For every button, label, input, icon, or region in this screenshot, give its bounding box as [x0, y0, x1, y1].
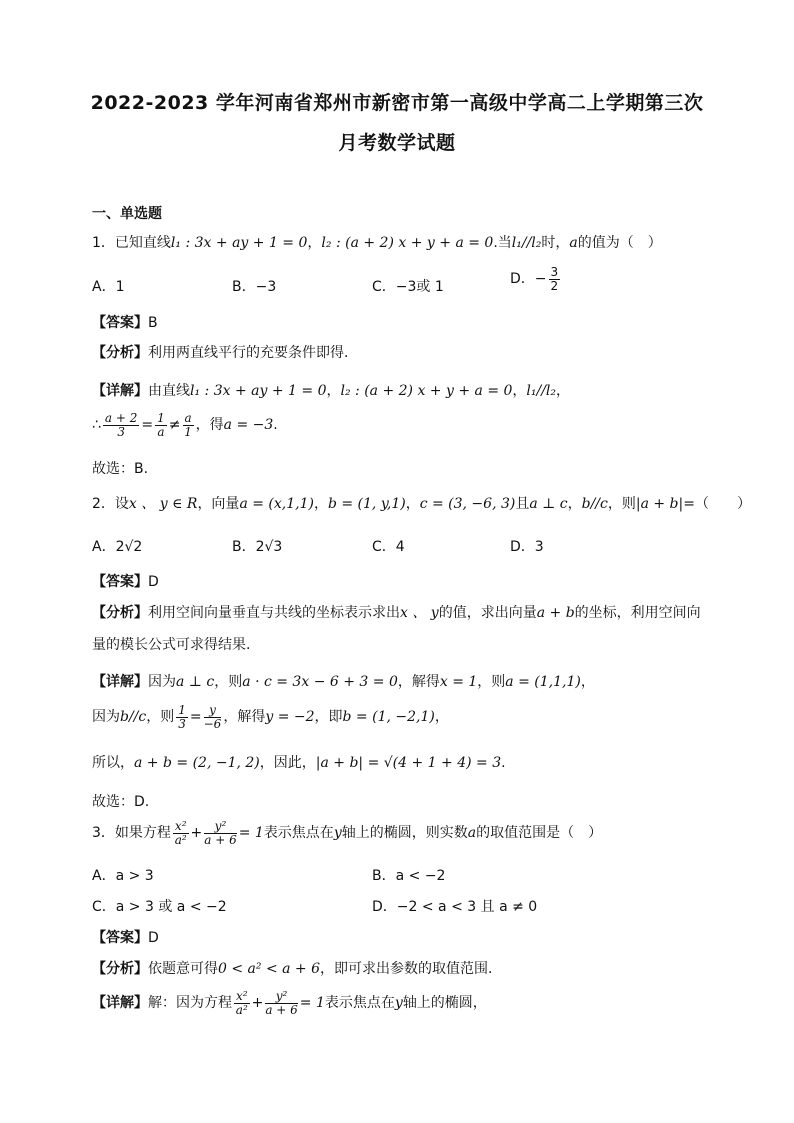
fraction: $\frac{\text{x²}}{\text{a²}}$: [174, 819, 187, 847]
q2-stem: 2．设x 、 y ∈ R，向量a = (x,1,1)，b = (1, y,1)，c = (3, −6, 3)且a ⊥ c，b//c，则|a + b|=（ ）: [92, 496, 751, 512]
q1-analysis: 【分析】利用两直线平行的充要条件即得.: [92, 345, 349, 361]
q3-analysis: 【分析】依题意可得0 < a² < a + 6，即可求出参数的取值范围.: [92, 961, 493, 977]
fraction: $\frac{\text{x²}}{\text{a²}}$: [235, 989, 248, 1017]
q3-option-d: D．−2 < a < 3 且 a ≠ 0: [372, 899, 538, 915]
q2-final: 故选：D.: [92, 794, 150, 810]
fraction: $\frac{3}{2}$: [550, 265, 559, 293]
q1-option-b: B．−3: [232, 279, 277, 295]
page-title: 2022-2023 学年河南省郑州市新密市第一高级中学高二上学期第三次: [90, 92, 704, 114]
fraction: $\frac{y}{-6}$: [203, 703, 222, 731]
q2-analysis-cont: 量的模长公式可求得结果.: [92, 637, 251, 653]
q2-option-d: D．3: [510, 539, 544, 555]
fraction: $\frac{\text{y²}}{a + 6}$: [265, 989, 298, 1017]
q2-option-a: A．2√2: [92, 539, 143, 555]
q1-detail-step2: ∴ $\frac{a + 2}{3}$ = $\frac{1}{a}$ ≠ $\frac{a}{1}$ ，得a = −3.: [92, 411, 278, 439]
q1-final: 故选：B.: [92, 461, 149, 477]
q3-option-b: B．a < −2: [372, 868, 446, 884]
fraction: $\frac{a}{1}$: [184, 411, 192, 439]
q2-detail: 【详解】因为a ⊥ c，则a · c = 3x − 6 + 3 = 0，解得x = 1，则a = (1,1,1)，: [92, 674, 595, 690]
q3-stem: 3．如果方程 $\frac{\text{x²}}{\text{a²}}$ + $\frac{\text{y²}}{a + 6}$ = 1表示焦点在y轴上的椭圆，则实数a的取值范围是（ ）: [92, 819, 603, 847]
fraction: $\frac{\text{y²}}{a + 6}$: [204, 819, 237, 847]
page-title-line2: 月考数学试题: [338, 132, 456, 154]
q1-option-c: C．−3或 1: [372, 279, 444, 295]
q2-answer: 【答案】D: [92, 574, 159, 590]
fraction: $\frac{1}{a}$: [157, 411, 165, 439]
q3-detail: 【详解】解：因为方程 $\frac{\text{x²}}{\text{a²}}$ + $\frac{\text{y²}}{a + 6}$ = 1表示焦点在y轴上的椭圆，: [92, 989, 487, 1017]
q1-stem: 1．已知直线l₁ : 3x + ay + 1 = 0，l₂ : (a + 2) x + y + a = 0.当l₁//l₂时，a的值为（ ）: [92, 235, 662, 251]
q2-option-c: C．4: [372, 539, 405, 555]
q3-answer: 【答案】D: [92, 930, 159, 946]
fraction: $\frac{a + 2}{3}$: [104, 411, 138, 439]
q1-option-d: D．− $\frac{3}{2}$: [510, 265, 559, 293]
q1-detail: 【详解】由直线l₁ : 3x + ay + 1 = 0，l₂ : (a + 2) x + y + a = 0，l₁//l₂，: [92, 383, 571, 399]
q1-option-a: A．1: [92, 279, 125, 295]
q1-answer: 【答案】B: [92, 315, 158, 331]
section-heading: 一、单选题: [92, 206, 162, 222]
q3-option-c: C．a > 3 或 a < −2: [92, 899, 227, 915]
q2-analysis: 【分析】利用空间向量垂直与共线的坐标表示求出x 、 y的值，求出向量a + b的坐标，利用空间向: [92, 605, 701, 621]
fraction: $\frac{1}{3}$: [178, 703, 186, 731]
q2-detail-step2: 因为b//c，则 $\frac{1}{3}$ = $\frac{y}{-6}$ ，解得y = −2，即b = (1, −2,1)，: [92, 703, 449, 731]
q2-option-b: B．2√3: [232, 539, 283, 555]
q3-option-a: A．a > 3: [92, 868, 154, 884]
q2-detail-step3: 所以，a + b = (2, −1, 2)，因此，|a + b| = √(4 + 1 + 4) = 3.: [92, 755, 506, 771]
